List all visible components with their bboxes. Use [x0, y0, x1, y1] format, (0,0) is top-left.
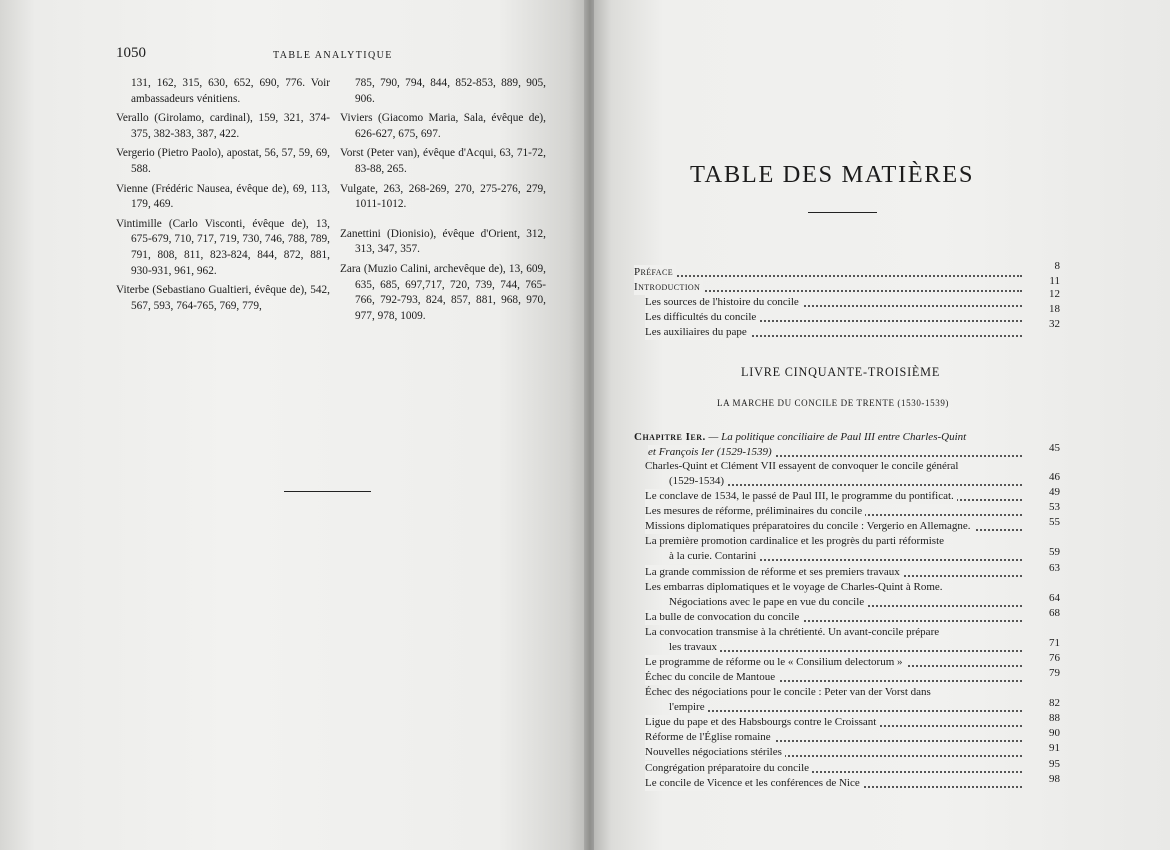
toc-page-number: 71 [1049, 636, 1060, 649]
toc-entry[interactable] [645, 761, 1022, 776]
toc-entry[interactable] [669, 549, 1022, 564]
leader-dots [669, 710, 1022, 712]
toc-page-number: 91 [1049, 742, 1060, 755]
running-head: TABLE ANALYTIQUE [273, 50, 393, 61]
toc-entry-label: Missions diplomatiques préparatoires du concile : Vergerio en Allemagne. [645, 519, 974, 534]
toc-entry-label: (1529-1534) [669, 474, 727, 489]
toc-title: TABLE DES MATIÈRES [689, 161, 975, 188]
index-entry: Vorst (Peter van), évêque d'Acqui, 63, 71-72, 83-88, 265. [340, 147, 546, 175]
toc-entry-label: Réforme de l'Église romaine [645, 730, 774, 745]
toc-page-number: 95 [1049, 757, 1060, 770]
toc-page-number: 64 [1049, 591, 1060, 604]
title-rule [808, 212, 877, 213]
book-title: LIVRE CINQUANTE-TROISIÈME [741, 365, 941, 379]
toc-page-number: 88 [1049, 712, 1060, 725]
toc-entry[interactable] [645, 715, 1022, 730]
toc-entry[interactable] [648, 445, 1022, 460]
toc-entry[interactable] [645, 519, 1022, 534]
toc-entry[interactable] [669, 640, 1022, 655]
toc-entry-label: La bulle de convocation du concile [645, 610, 802, 625]
toc-entry[interactable] [645, 295, 1022, 310]
index-entry: Vulgate, 263, 268-269, 270, 275-276, 279, 1011-1012. [340, 182, 546, 211]
toc-page-number: 98 [1049, 772, 1060, 785]
index-entry: Zara (Muzio Calini, archevêque de), 13, 609, 635, 685, 697,717, 720, 739, 744, 765-766, 792-793, 824, 857, 881, 968, 970, 977, 978, 1009. [340, 262, 546, 322]
toc-entry[interactable] [645, 310, 1022, 325]
toc-page-number: 76 [1049, 651, 1060, 664]
toc-page-number: 46 [1049, 471, 1060, 483]
toc-entry-label: Nouvelles négociations stériles [645, 745, 785, 760]
toc-entry[interactable] [645, 325, 1022, 340]
toc-page-number: 63 [1049, 561, 1060, 574]
toc-entry-label: Introduction [634, 280, 703, 295]
index-entry: Viviers (Giacomo Maria, Sala, évêque de), 626-627, 675, 697. [340, 112, 546, 140]
index-entry: Viterbe (Sebastiano Gualtieri, évêque de), 542, 567, 593, 764-765, 769, 779, [116, 284, 330, 312]
toc-entry[interactable] [645, 730, 1022, 745]
toc-entry[interactable] [669, 700, 1022, 715]
toc-entry-label: Échec du concile de Mantoue [645, 670, 778, 685]
toc-entry-label: à la curie. Contarini [669, 549, 759, 564]
part-title: LA MARCHE DU CONCILE DE TRENTE (1530-1539) [717, 398, 950, 408]
toc-entry-line: Charles-Quint et Clément VII essayent de convoquer le concile général [645, 460, 959, 472]
toc-entry-label: Le programme de réforme ou le « Consilium delectorum » [645, 655, 906, 670]
end-rule [284, 491, 371, 492]
toc-entry-label: Les mesures de réforme, préliminaires du concile [645, 504, 865, 519]
toc-entry[interactable] [634, 265, 1022, 280]
index-entry: Zanettini (Dionisio), évêque d'Orient, 312, 313, 347, 357. [340, 227, 546, 256]
toc-entry-label: La grande commission de réforme et ses premiers travaux [645, 565, 903, 580]
toc-entry-label: Préface [634, 265, 676, 280]
toc-entry-line: Échec des négociations pour le concile : Peter van der Vorst dans [645, 686, 931, 699]
index-entry: Vintimille (Carlo Visconti, évêque de), 13, 675-679, 710, 717, 719, 730, 746, 788, 789, 791, 808, 811, 823-824, 844, 872, 881, 930-931, 961, 962. [116, 217, 330, 277]
toc-page-number: 55 [1049, 516, 1060, 529]
toc-entry[interactable] [669, 474, 1022, 489]
toc-entry[interactable] [645, 776, 1022, 791]
toc-entry[interactable] [645, 610, 1022, 625]
toc-entry-label: Le conclave de 1534, le passé de Paul III, le programme du pontificat. [645, 489, 957, 504]
toc-entry[interactable] [645, 504, 1022, 519]
toc-entry-label: l'empire [669, 700, 708, 715]
toc-entry-line: La première promotion cardinalice et les progrès du parti réformiste [645, 535, 945, 548]
index-column-left [116, 76, 330, 318]
toc-page-number: 68 [1049, 606, 1060, 619]
index-entry: 785, 790, 794, 844, 852-853, 889, 905, 906. [355, 77, 546, 105]
toc-page-number: 18 [1049, 303, 1060, 315]
toc-entry[interactable] [645, 670, 1022, 685]
index-entry: Verallo (Girolamo, cardinal), 159, 321, 374-375, 382-383, 387, 422. [116, 112, 330, 140]
index-column-right [340, 76, 546, 328]
toc-entry-label: Les auxiliaires du pape [645, 325, 750, 340]
toc-page-number: 82 [1049, 697, 1060, 710]
toc-entry-label: Les difficultés du concile [645, 310, 759, 325]
index-entry: Vergerio (Pietro Paolo), apostat, 56, 57, 59, 69, 588. [116, 147, 330, 175]
toc-entry[interactable] [634, 280, 1022, 295]
toc-page-number: 79 [1049, 667, 1060, 679]
toc-entry[interactable] [645, 745, 1022, 760]
toc-entry-label: Ligue du pape et des Habsbourgs contre le Croissant [645, 715, 879, 730]
toc-entry-line: Les embarras diplomatiques et le voyage de Charles-Quint à Rome. [645, 580, 943, 593]
chapter-title-line [634, 430, 966, 445]
leader-dots [669, 650, 1022, 652]
toc-entry-label: Les sources de l'histoire du concile [645, 295, 802, 310]
index-entry: 131, 162, 315, 630, 652, 690, 776. Voir ambassadeurs vénitiens. [131, 77, 330, 105]
toc-entry-label: Le concile de Vicence et les conférences de Nice [645, 776, 863, 791]
page-number: 1050 [116, 45, 146, 61]
toc-entry[interactable] [645, 565, 1022, 580]
toc-page-number: 90 [1049, 727, 1060, 740]
toc-page-number: 11 [1049, 275, 1060, 287]
toc-entry-line: La convocation transmise à la chrétienté. Un avant-concile prépare [645, 625, 940, 638]
toc-page-number: 12 [1049, 288, 1060, 300]
toc-entry-label: Congrégation préparatoire du concile [645, 761, 812, 776]
chapter-label: Chapitre Ier. [634, 431, 706, 443]
toc-page-number: 59 [1049, 546, 1060, 559]
chapter-title: — La politique conciliaire de Paul III entre Charles-Quint [705, 431, 967, 443]
index-entry: Vienne (Frédéric Nausea, évêque de), 69, 113, 179, 469. [116, 182, 330, 211]
toc-entry-label: et François Ier (1529-1539) [648, 445, 775, 460]
toc-page-number: 8 [1054, 260, 1060, 272]
toc-entry[interactable] [645, 489, 1022, 504]
toc-entry-label: Négociations avec le pape en vue du concile [669, 595, 867, 610]
toc-entry[interactable] [645, 655, 1022, 670]
toc-page-number: 32 [1049, 318, 1060, 330]
toc-page-number: 45 [1049, 442, 1060, 454]
leader-dots [634, 275, 1022, 277]
toc-entry-label: les travaux [669, 640, 720, 655]
toc-entry[interactable] [669, 595, 1022, 610]
toc-page-number: 49 [1049, 486, 1060, 499]
toc-page-number: 53 [1049, 501, 1060, 514]
